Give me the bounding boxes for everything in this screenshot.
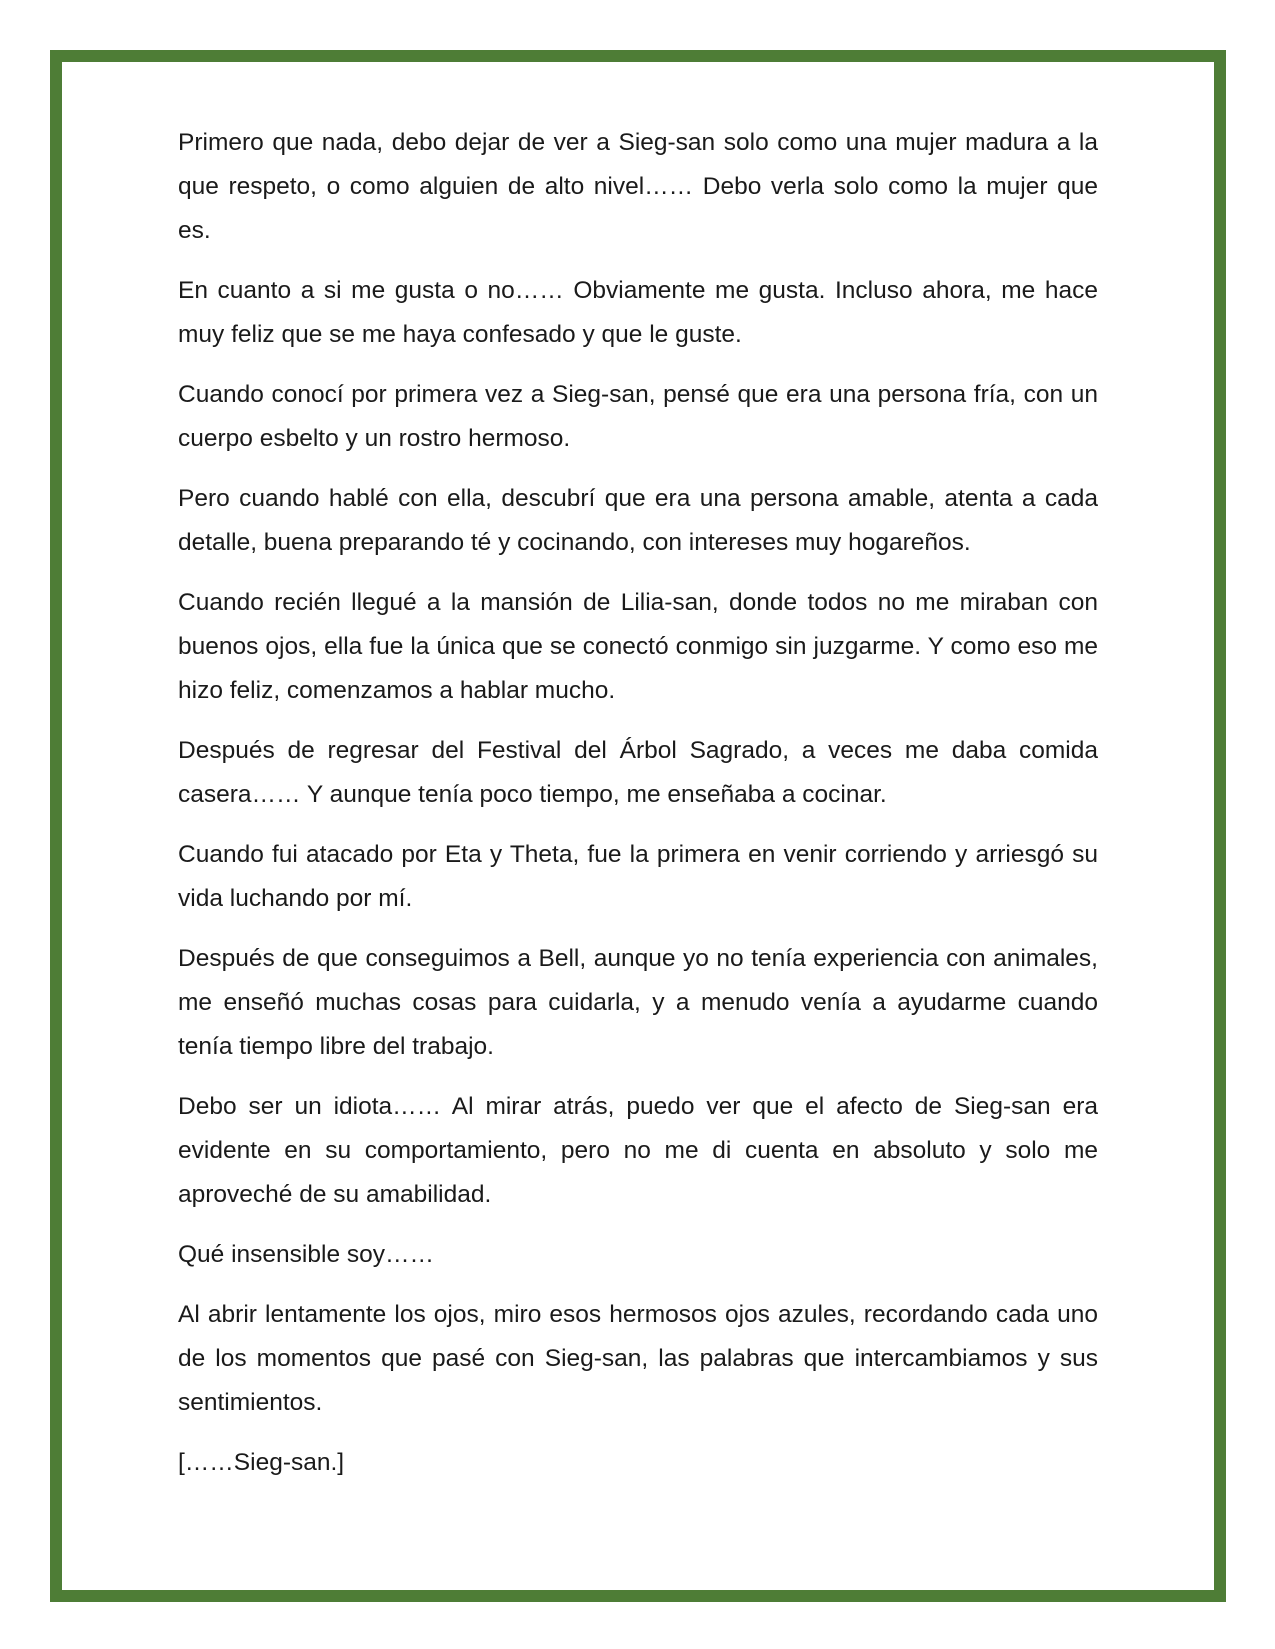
paragraph: Después de regresar del Festival del Árbol Sagrado, a veces me daba comida casera…… Y aunque tenía poco tiempo, me enseñaba a cocinar. — [178, 737, 1098, 808]
paragraph: Cuando recién llegué a la mansión de Lilia-san, donde todos no me miraban con buenos ojos, ella fue la única que se conectó conmigo sin juzgarme. Y como eso me hizo feliz, comenzamos a hablar mucho. — [178, 589, 1098, 704]
document-body — [178, 121, 1098, 1501]
paragraph: Cuando conocí por primera vez a Sieg-san, pensé que era una persona fría, con un cuerpo esbelto y un rostro hermoso. — [178, 381, 1098, 452]
paragraph: Primero que nada, debo dejar de ver a Sieg-san solo como una mujer madura a la que respeto, o como alguien de alto nivel…… Debo verla solo como la mujer que es. — [178, 129, 1098, 244]
paragraph: Al abrir lentamente los ojos, miro esos hermosos ojos azules, recordando cada uno de los momentos que pasé con Sieg-san, las palabras que intercambiamos y sus sentimientos. — [178, 1301, 1098, 1416]
paragraph: Qué insensible soy…… — [178, 1241, 435, 1268]
paragraph: [……Sieg-san.] — [178, 1449, 345, 1476]
paragraph: Después de que conseguimos a Bell, aunque yo no tenía experiencia con animales, me enseñó muchas cosas para cuidarla, y a menudo venía a ayudarme cuando tenía tiempo libre del trabajo. — [178, 945, 1098, 1060]
paragraph: Cuando fui atacado por Eta y Theta, fue la primera en venir corriendo y arriesgó su vida luchando por mí. — [178, 841, 1098, 912]
paragraph: Debo ser un idiota…… Al mirar atrás, puedo ver que el afecto de Sieg-san era evidente en su comportamiento, pero no me di cuenta en absoluto y solo me aproveché de su amabilidad. — [178, 1093, 1098, 1208]
paragraph: Pero cuando hablé con ella, descubrí que era una persona amable, atenta a cada detalle, buena preparando té y cocinando, con intereses muy hogareños. — [178, 485, 1098, 556]
paragraph: En cuanto a si me gusta o no…… Obviamente me gusta. Incluso ahora, me hace muy feliz que se me haya confesado y que le guste. — [178, 277, 1098, 348]
